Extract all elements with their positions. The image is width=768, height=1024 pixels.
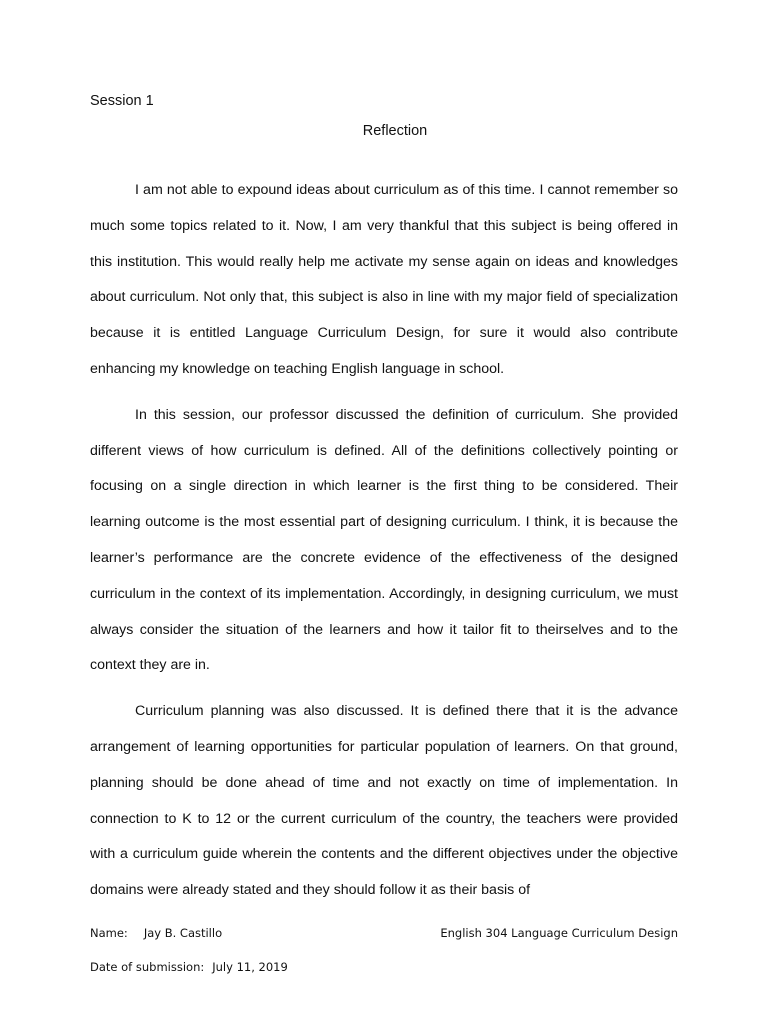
name-label: Name: [90,926,128,940]
paragraph-2: In this session, our professor discussed the definition of curriculum. She provided different views of how curriculum is defined. All of the definitions collectively pointing or focusing on a single direction in which learner is the first thing to be considered. Their learning outcome is the most essential part of designing curriculum. I think, it is because the learner’s performance are the concrete evidence of the effectiveness of the designed curriculum in the context of its implementation. Accordingly, in designing curriculum, we must always consider the situation of the learners and how it tailor fit to theirselves and to the context they are in. [90,406,678,674]
course-title: English 304 Language Curriculum Design [440,926,678,940]
footer-name-row [90,926,678,944]
paragraph-3: Curriculum planning was also discussed. It is defined there that it is the advance arrangement of learning opportunities for particular population of learners. On that ground, planning should be done ahead of time and not exactly on time of implementation. In connection to K to 12 or the current curriculum of the country, the teachers were provided with a curriculum guide wherein the contents and the different objectives under the objective domains were already stated and they should follow it as their basis of [90,703,678,899]
footer-date-row [90,960,678,978]
name-value: Jay B. Castillo [143,926,223,940]
document-body [90,173,678,919]
date-value: July 11, 2019 [212,960,288,974]
document-title: Reflection [362,123,428,139]
date-label: Date of submission: [90,960,205,974]
session-label: Session 1 [90,93,154,109]
paragraph-1: I am not able to expound ideas about curriculum as of this time. I cannot remember so much some topics related to it. Now, I am very thankful that this subject is being offered in this institution. This would really help me activate my sense again on ideas and knowledges about curriculum. Not only that, this subject is also in line with my major field of specialization because it is entitled Language Curriculum Design, for sure it would also contribute enhancing my knowledge on teaching English language in school. [90,182,678,377]
